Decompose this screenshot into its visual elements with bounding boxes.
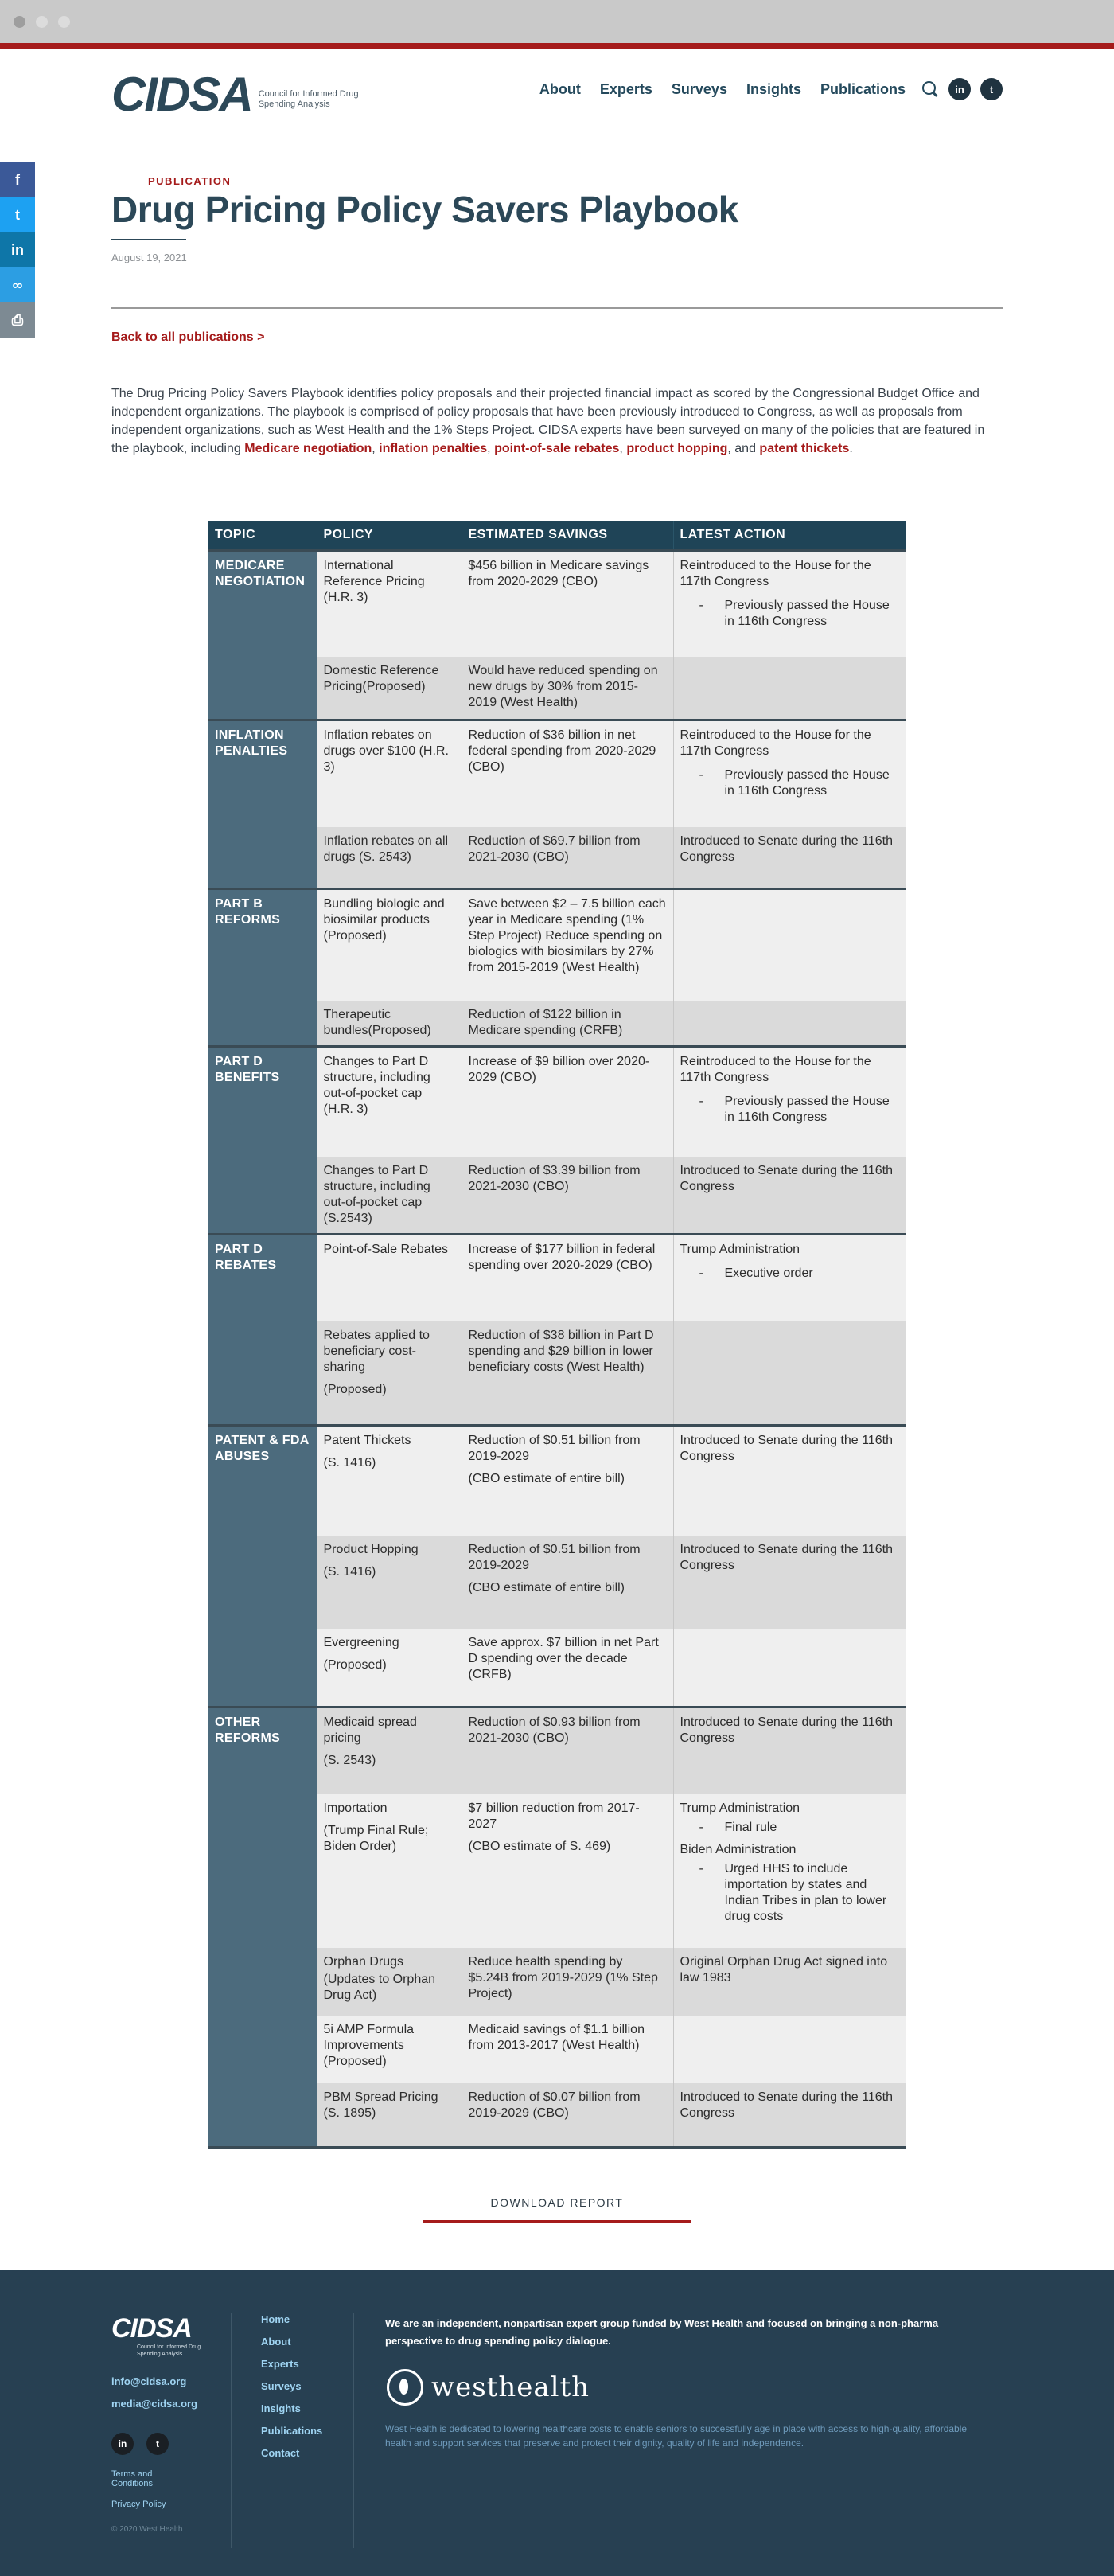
footer-nav-publications[interactable]: Publications [261, 2425, 323, 2437]
window-minimize-dot[interactable] [36, 16, 48, 28]
action-cell: Introduced to Senate during the 116th Congress [673, 1157, 906, 1235]
table-row [208, 1425, 906, 1536]
action-cell [673, 657, 906, 720]
title-underline [111, 239, 186, 240]
cidsa-logo[interactable] [111, 67, 370, 122]
footer-nav-experts[interactable]: Experts [261, 2358, 299, 2370]
topic-cell: PATENT & FDA ABUSES [208, 1425, 317, 1707]
footer-divider [231, 2313, 232, 2548]
savings-cell: Would have reduced spending on new drugs by 30% from 2015-2019 (West Health) [462, 657, 673, 720]
privacy-link[interactable]: Privacy Policy [111, 2500, 166, 2509]
topic-cell: PART D REBATES [208, 1234, 317, 1425]
publish-date: August 19, 2021 [111, 252, 187, 263]
footer-nav-about[interactable]: About [261, 2336, 291, 2348]
search-icon[interactable] [921, 80, 939, 98]
topic-cell: PART D BENEFITS [208, 1047, 317, 1235]
footer-linkedin-icon[interactable]: in [111, 2433, 134, 2455]
savings-cell: Reduction of $0.51 billion from 2019-2029 (CBO estimate of entire bill) [462, 1425, 673, 1536]
action-cell: Introduced to Senate during the 116th Congress [673, 1536, 906, 1629]
twitter-share-icon[interactable]: t [0, 197, 35, 232]
footer-nav-home[interactable]: Home [261, 2313, 290, 2325]
intro-text: The Drug Pricing Policy Savers Playbook identifies policy proposals and their projected financial impact as scored by the Congressional Budget Office and independent organizations. The playbook is comprised of policy proposals that have been previously introduced to Congress, as well as proposals from independent organizations, such as West Health and the 1% Steps Project. CIDSA experts have been surveyed on many of the policies that are featured in the playbook, including [111, 387, 985, 455]
action-cell: Trump Administration - Executive order [673, 1234, 906, 1321]
policy-cell: Patent Thickets (S. 1416) [317, 1425, 462, 1536]
logo-wordmark: CIDSA [111, 68, 252, 121]
site-footer [0, 2270, 1114, 2576]
product-hopping-link[interactable]: product hopping [626, 442, 728, 455]
copy-link-icon[interactable]: ∞ [0, 267, 35, 302]
top-accent-bar [0, 43, 1114, 49]
print-icon[interactable]: ⎙ [0, 302, 35, 338]
media-email-link[interactable]: media@cidsa.org [111, 2398, 198, 2410]
action-cell [673, 2016, 906, 2083]
main-nav [520, 78, 1003, 100]
savings-cell: $7 billion reduction from 2017-2027 (CBO estimate of S. 469) [462, 1794, 673, 1948]
share-sidebar [0, 162, 35, 338]
savings-cell: Reduction of $0.51 billion from 2019-2029 (CBO estimate of entire bill) [462, 1536, 673, 1629]
nav-experts[interactable]: Experts [599, 80, 652, 97]
policy-cell: Product Hopping (S. 1416) [317, 1536, 462, 1629]
policy-cell: PBM Spread Pricing (S. 1895) [317, 2083, 462, 2147]
footer-nav [261, 2313, 322, 2469]
medicare-negotiation-link[interactable]: Medicare negotiation [244, 442, 372, 455]
linkedin-share-icon[interactable]: in [0, 232, 35, 267]
table-row [208, 1234, 906, 1321]
footer-about-text: We are an independent, nonpartisan expert group funded by West Health and focused on bringing a non-pharma perspective to drug spending policy dialogue. [385, 2317, 939, 2347]
footer-nav-insights[interactable]: Insights [261, 2402, 301, 2414]
policy-cell: International Reference Pricing (H.R. 3) [317, 550, 462, 657]
back-to-publications-link[interactable]: Back to all publications > [111, 330, 265, 344]
intro-paragraph: The Drug Pricing Policy Savers Playbook identifies policy proposals and their projected financial impact as scored by the Congressional Budget Office and independent organizations. The playbook is comprised of policy proposals that have been previously introduced to Congress, as well as proposals from independent organizations, such as West Health and the 1% Steps Project. CIDSA experts have been surveyed on many of the policies that are featured in the playbook, including Medicare negotiation, inflation penalties, point-of-sale rebates, product hopping, and patent thickets. [111, 387, 985, 455]
west-health-wordmark: westhealth [431, 2371, 590, 2403]
policy-cell: Medicaid spread pricing (S. 2543) [317, 1707, 462, 1794]
policy-cell: Inflation rebates on all drugs (S. 2543) [317, 827, 462, 888]
facebook-share-icon[interactable]: f [0, 162, 35, 197]
patent-thickets-link[interactable]: patent thickets [759, 442, 850, 455]
action-cell: Reintroduced to the House for the 117th Congress - Previously passed the House in 116th Congress [673, 550, 906, 657]
header-policy: POLICY [317, 521, 462, 550]
header-topic: TOPIC [208, 521, 317, 550]
browser-titlebar [0, 0, 1114, 43]
action-cell: Introduced to Senate during the 116th Congress [673, 2083, 906, 2147]
topic-cell: PART B REFORMS [208, 888, 317, 1047]
policy-cell: Domestic Reference Pricing(Proposed) [317, 657, 462, 720]
action-cell [673, 1321, 906, 1425]
download-report-button[interactable]: DOWNLOAD REPORT [490, 2196, 624, 2209]
savings-cell: Increase of $177 billion in federal spending over 2020-2029 (CBO) [462, 1234, 673, 1321]
table-row [208, 888, 906, 1001]
info-email-link[interactable]: info@cidsa.org [111, 2375, 187, 2387]
table-row [208, 1047, 906, 1157]
policy-cell: Changes to Part D structure, including out-of-pocket cap (S.2543) [317, 1157, 462, 1235]
action-cell: Introduced to Senate during the 116th Congress [673, 1707, 906, 1794]
terms-link[interactable]: Terms and Conditions [111, 2469, 153, 2488]
topic-cell: OTHER REFORMS [208, 1707, 317, 2147]
header-latest-action: LATEST ACTION [673, 521, 906, 550]
footer-nav-contact[interactable]: Contact [261, 2447, 300, 2459]
point-of-sale-rebates-link[interactable]: point-of-sale rebates [494, 442, 620, 455]
savings-cell: Reduction of $3.39 billion from 2021-2030 (CBO) [462, 1157, 673, 1235]
header-estimated-savings: ESTIMATED SAVINGS [462, 521, 673, 550]
action-cell: Introduced to Senate during the 116th Congress [673, 827, 906, 888]
action-cell: Reintroduced to the House for the 117th Congress - Previously passed the House in 116th Congress [673, 1047, 906, 1157]
savings-cell: Reduction of $36 billion in net federal spending from 2020-2029 (CBO) [462, 720, 673, 827]
twitter-icon[interactable]: t [980, 78, 1003, 100]
policy-cell: Bundling biologic and biosimilar products (Proposed) [317, 888, 462, 1001]
savings-cell: Reduce health spending by $5.24B from 2019-2029 (1% Step Project) [462, 1948, 673, 2016]
policy-cell: Orphan Drugs (Updates to Orphan Drug Act) [317, 1948, 462, 2016]
footer-twitter-icon[interactable]: t [146, 2433, 169, 2455]
table-row [208, 720, 906, 827]
action-cell [673, 888, 906, 1001]
policy-cell: Rebates applied to beneficiary cost-sharing (Proposed) [317, 1321, 462, 1425]
savings-cell: Medicaid savings of $1.1 billion from 2013-2017 (West Health) [462, 2016, 673, 2083]
copyright: © 2020 West Health [111, 2525, 183, 2534]
west-health-logo[interactable] [387, 2369, 590, 2406]
table-row [208, 550, 906, 657]
policy-cell: 5i AMP Formula Improvements (Proposed) [317, 2016, 462, 2083]
window-maximize-dot[interactable] [58, 16, 70, 28]
action-cell [673, 1001, 906, 1047]
table-row [208, 1707, 906, 1794]
table-header-row [208, 521, 906, 550]
action-cell: Original Orphan Drug Act signed into law 1983 [673, 1948, 906, 2016]
linkedin-icon[interactable]: in [948, 78, 971, 100]
nav-surveys[interactable]: Surveys [671, 80, 727, 97]
policy-cell: Inflation rebates on drugs over $100 (H.R. 3) [317, 720, 462, 827]
logo-tagline: Council for Informed Drug Spending Analysis [258, 88, 359, 109]
policy-table [208, 521, 906, 2149]
footer-logo-tagline: Council for Informed Drug Spending Analysis [137, 2344, 201, 2357]
action-cell: Introduced to Senate during the 116th Congress [673, 1425, 906, 1536]
topic-cell: INFLATION PENALTIES [208, 720, 317, 888]
west-health-icon [387, 2369, 423, 2406]
west-health-description: West Health is dedicated to lowering healthcare costs to enable seniors to successfully age in place with access to high-quality, affordable health and support services that preserve and protect their dignity, quality of life and independence. [385, 2423, 968, 2449]
site-header [0, 49, 1114, 131]
topic-cell: MEDICARE NEGOTIATION [208, 550, 317, 720]
footer-nav-surveys[interactable]: Surveys [261, 2380, 302, 2392]
action-cell: Reintroduced to the House for the 117th Congress - Previously passed the House in 116th Congress [673, 720, 906, 827]
nav-about[interactable]: About [539, 80, 581, 97]
policy-cell: Point-of-Sale Rebates [317, 1234, 462, 1321]
nav-publications[interactable]: Publications [820, 80, 906, 97]
action-cell [673, 1629, 906, 1707]
policy-cell: Importation (Trump Final Rule; Biden Order) [317, 1794, 462, 1948]
savings-cell: Reduction of $122 billion in Medicare spending (CRFB) [462, 1001, 673, 1047]
savings-cell: Reduction of $69.7 billion from 2021-2030 (CBO) [462, 827, 673, 888]
policy-cell: Therapeutic bundles(Proposed) [317, 1001, 462, 1047]
savings-cell: Save between $2 – 7.5 billion each year in Medicare spending (1% Step Project) Reduce spending on biologics with biosimilars by 27% from 2015-2019 (West Health) [462, 888, 673, 1001]
savings-cell: Save approx. $7 billion in net Part D spending over the decade (CRFB) [462, 1629, 673, 1707]
window-close-dot[interactable] [14, 16, 25, 28]
policy-cell: Evergreening (Proposed) [317, 1629, 462, 1707]
savings-cell: Reduction of $38 billion in Part D spending and $29 billion in lower beneficiary costs (West Health) [462, 1321, 673, 1425]
inflation-penalties-link[interactable]: inflation penalties [379, 442, 488, 455]
page-title: Drug Pricing Policy Savers Playbook [111, 189, 738, 230]
download-underline [423, 2220, 691, 2223]
savings-cell: Increase of $9 billion over 2020-2029 (CBO) [462, 1047, 673, 1157]
nav-insights[interactable]: Insights [746, 80, 801, 97]
footer-divider [353, 2313, 354, 2548]
footer-logo[interactable]: CIDSA [111, 2313, 192, 2344]
publication-eyebrow: PUBLICATION [148, 175, 232, 187]
savings-cell: $456 billion in Medicare savings from 2020-2029 (CBO) [462, 550, 673, 657]
savings-cell: Reduction of $0.93 billion from 2021-2030 (CBO) [462, 1707, 673, 1794]
action-cell: Trump Administration - Final rule Biden Administration - Urged HHS to include importation by states and Indian Tribes in plan to lower drug costs [673, 1794, 906, 1948]
policy-cell: Changes to Part D structure, including out-of-pocket cap (H.R. 3) [317, 1047, 462, 1157]
savings-cell: Reduction of $0.07 billion from 2019-2029 (CBO) [462, 2083, 673, 2147]
section-divider [111, 307, 1003, 309]
